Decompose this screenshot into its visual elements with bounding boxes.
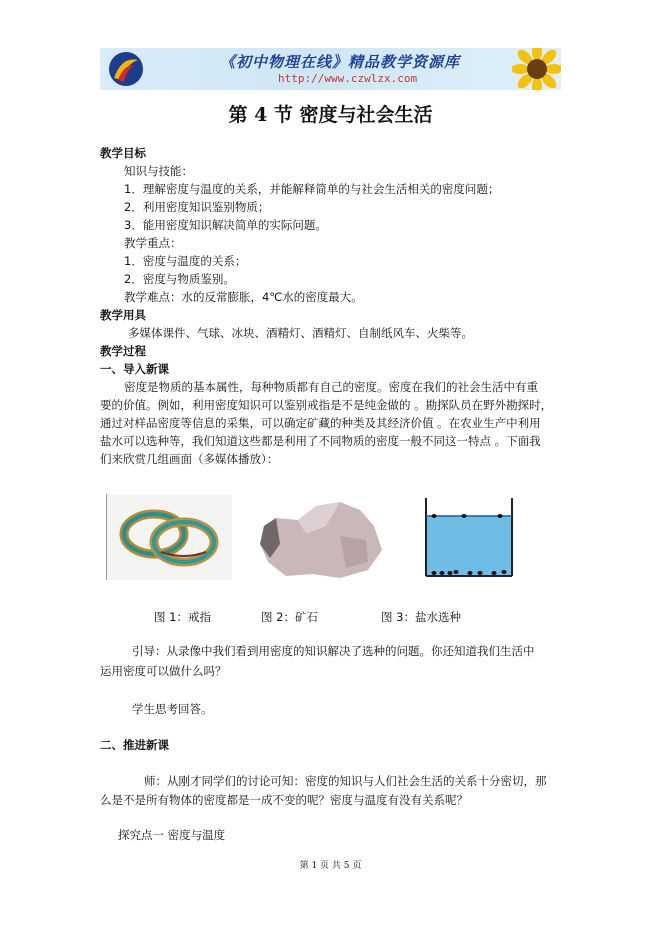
banner-url: http://www.czwlzx.com xyxy=(278,72,418,85)
paragraph-line: 密度是物质的基本属性，每种物质都有自己的密度。密度在我们的社会生活中有重 xyxy=(124,380,538,394)
key-item: 1．密度与温度的关系； xyxy=(124,254,247,268)
rings-figure xyxy=(106,494,232,584)
goal-item: 2．利用密度知识鉴别物质； xyxy=(124,200,270,214)
process-heading: 教学过程 xyxy=(100,344,146,358)
teacher-line: 么是不是所有物体的密度都是一成不变的呢？密度与温度有没有关系呢？ xyxy=(100,793,468,807)
ore-figure xyxy=(256,496,386,584)
key-label: 教学重点： xyxy=(124,236,182,250)
section-1-heading: 一、导入新课 xyxy=(100,362,169,376)
paragraph-line: 要的价值。例如，利用密度知识可以鉴别戒指是不是纯金做的 。勘探队员在野外勘探时， xyxy=(100,398,553,412)
knowledge-label: 知识与技能： xyxy=(124,164,193,178)
header-banner xyxy=(100,48,561,90)
goal-item: 1．理解密度与温度的关系，并能解释简单的与社会生活相关的密度问题； xyxy=(124,182,500,196)
logo-icon xyxy=(104,50,148,90)
student-line: 学生思考回答。 xyxy=(132,702,213,716)
caption-saltwater: 图 3：盐水选种 xyxy=(381,610,461,624)
guide-line: 引导：从录像中我们看到用密度的知识解决了选种的问题。你还知道我们生活中 xyxy=(132,644,535,658)
section-2-heading: 二、推进新课 xyxy=(100,738,169,752)
goals-heading: 教学目标 xyxy=(100,146,146,160)
page-title: 第 4 节 密度与社会生活 xyxy=(228,104,433,126)
saltwater-figure xyxy=(424,498,514,582)
difficulty-line: 教学难点：水的反常膨胀，4℃水的密度最大。 xyxy=(124,290,363,304)
paragraph-line: 盐水可以选种等，我们知道这些都是利用了不同物质的密度一般不同这一特点 。下面我 xyxy=(100,434,541,448)
paragraph-line: 通过对样品密度等信息的采集，可以确定矿藏的种类及其经济价值 。在农业生产中利用 xyxy=(100,416,541,430)
caption-ore: 图 2：矿石 xyxy=(261,610,318,624)
guide-line: 运用密度可以做什么吗？ xyxy=(100,664,227,678)
tools-text: 多媒体课件、气球、冰块、酒精灯、酒精灯、自制纸风车、火柴等。 xyxy=(128,326,473,340)
banner-tagline: 《初中物理在线》精品教学资源库 xyxy=(220,53,461,71)
goal-item: 3．能用密度知识解决简单的实际问题。 xyxy=(124,218,327,232)
sunflower-icon xyxy=(512,48,561,90)
teacher-line: 师：从刚才同学们的讨论可知：密度的知识与人们社会生活的关系十分密切，那 xyxy=(144,774,547,788)
explore-heading: 探究点一 密度与温度 xyxy=(118,828,226,842)
tools-heading: 教学用具 xyxy=(100,308,146,322)
caption-rings: 图 1：戒指 xyxy=(154,610,211,624)
paragraph-line: 们来欣赏几组画面（多媒体播放）： xyxy=(100,452,279,466)
key-item: 2．密度与物质鉴别。 xyxy=(124,272,235,286)
page-footer: 第 1 页 共 5 页 xyxy=(299,861,362,871)
